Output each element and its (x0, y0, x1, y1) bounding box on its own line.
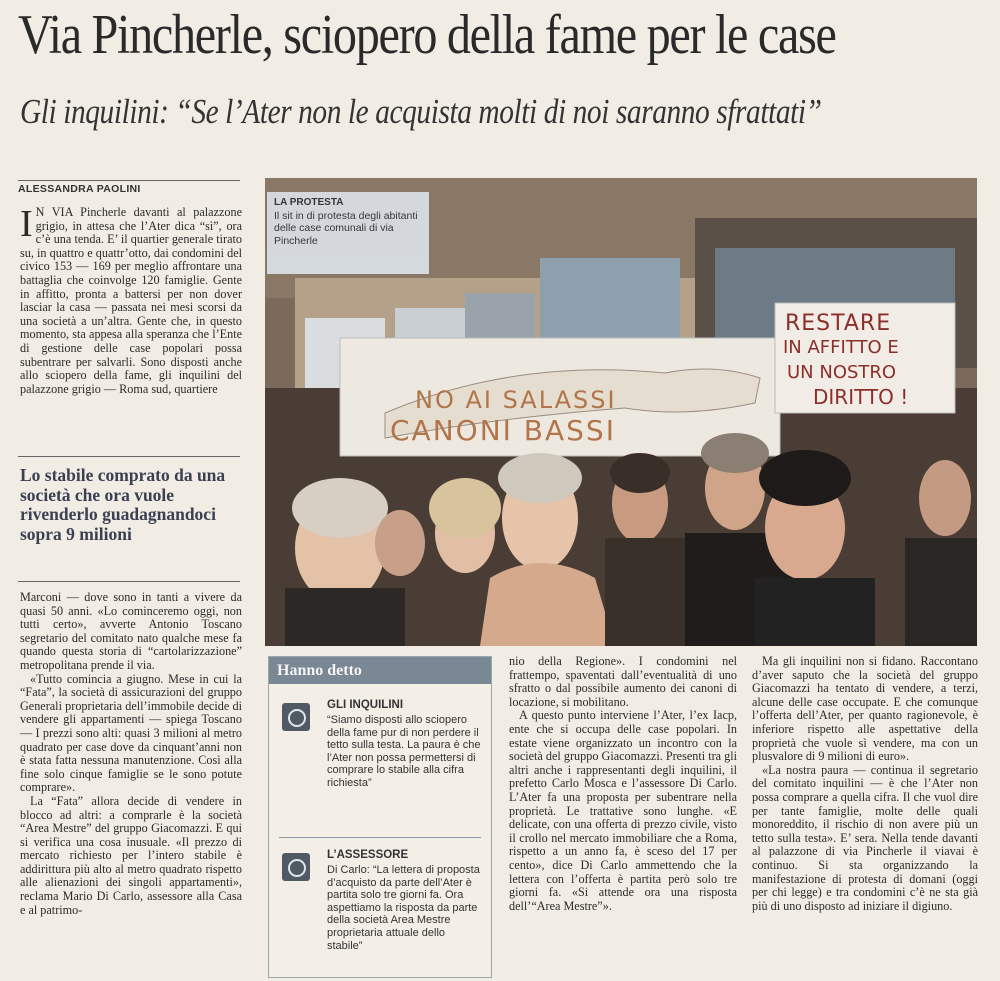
banner-2-line-1: RESTARE (785, 311, 892, 336)
quote-icon (282, 853, 310, 881)
quote-entry-text: Di Carlo: “La lettera di proposta d’acquisto da parte dell’Ater è partita solo tre giorni fa. Ora aspettiamo la risposta da parte della società Area Mestre proprietaria attuale dello stabile” (327, 864, 480, 952)
banner-2-line-3: UN NOSTRO (787, 362, 897, 383)
paragraph: A questo punto interviene l’Ater, l’ex Iacp, ente che si occupa delle case popolari. In estate viene organizzato un incontro con la società del gruppo Giacomazzi. Presenti tra gli altri anche i rappresentanti degli inquilini, il prefetto Carlo Mosca e l’assessore Di Carlo. L’Ater fa una proposta per subentrare nella proprietà. Le trattative sono lunghe. «E delicate, con una offerta di prezzo civile, visto il crollo nel mercato immobiliare che a Roma, rispetto a un anno fa, è sceso del 17 per cento», dice Di Carlo ammettendo che la lettera con l’offerta è partita però solo tre giorni fa. «Si attende ora una risposta dell’“Area Mestre”». (509, 708, 737, 913)
callout-rule-bottom (18, 581, 240, 582)
quotes-sidebar (268, 656, 492, 978)
article-column-1-top (20, 203, 242, 396)
article-column-1-bottom (20, 591, 242, 917)
paragraph: La “Fata” allora decide di vendere in blocco ad altri: a comprarle è la società “Area Mestre” del gruppo Giacomazzi. E qui si verifica una cosa inusuale. «Il prezzo di mercato richiesto per l’intero stabile è addirittura più alto al metro quadrato rispetto alle alienazioni dei singoli appartamenti», reclama Mario Di Carlo, assessore alla Casa e al patrimo- (20, 793, 242, 917)
photo-caption-text: Il sit in di protesta degli abitanti delle case comunali di via Pincherle (274, 209, 418, 247)
byline: ALESSANDRA PAOLINI (18, 183, 141, 195)
paragraph: nio della Regione». I condomini nel frattempo, spaventati dall’eventualità di uno sfratto o dal possibile aumento dei canoni di locazione, si mobilitano. (509, 654, 737, 709)
paragraph: «La nostra paura — continua il segretario del comitato inquilini — è che l’Ater non possa comprare a quella cifra. Il che vuol dire per tante famiglie, molte delle quali monoreddito, il rischio di non avere più un tetto sulla testa». E’ sera. Nella tende davanti al palazzone di via Pincherle il viavai è continuo. Si sta organizzando la manifestazione di protesta di domani (oggi per chi legge) e tra condomini c’è ne sta già più di uno disposto ad iniziare il digiuno. (752, 762, 978, 913)
quote-entry-title: GLI INQUILINI (327, 699, 404, 711)
pull-quote: Lo stabile comprato da una società che ora vuole rivenderlo guadagnandoci sopra 9 milioni (20, 465, 226, 544)
banner-2-line-2: IN AFFITTO E (783, 337, 899, 358)
callout-rule-top (18, 456, 240, 457)
lead-paragraph (20, 203, 242, 396)
subheadline: Gli inquilini: “Se l’Ater non le acquista molti di noi saranno sfrattati” (20, 92, 822, 131)
sidebar-divider (279, 837, 481, 838)
banner-1-line-1: NO AI SALASSI (415, 386, 617, 414)
paragraph: Marconi — dove sono in tanti a vivere da quasi 50 anni. «Lo cominceremo oggi, non tutti certo», avverte Antonio Toscano segretario del comitato nato qualche mese fa quando questa storia di “cartolarizzazione” metropolitana prende il via. (20, 590, 242, 672)
banner-2-line-4: DIRITTO ! (813, 385, 909, 409)
paragraph: Ma gli inquilini non si fidano. Raccontano d’aver saputo che la società del gruppo Giacomazzi ha tentato di vendere, a terzi, alcune delle case occupate. E che comunque l’offerta dell’Ater, per quanto ragionevole, è inferiore rispetto alle aspettative della proprietà che vuole sì vendere, ma con un plusvalore di 9 milioni di euro». (752, 654, 978, 764)
headline: Via Pincherle, sciopero della fame per le case (18, 4, 836, 66)
drop-cap: I (20, 203, 33, 245)
article-column-4 (752, 655, 978, 913)
quote-entry-title: L’ASSESSORE (327, 849, 409, 861)
byline-rule (18, 180, 240, 181)
paragraph: «Tutto comincia a giugno. Mese in cui la “Fata”, la società di assicurazioni del gruppo Generali proprietaria dell’immobile decide di vendere gli appartamenti — spiega Toscano — I prezzi sono alti: quasi 3 milioni al metro quadrato per case dove da cinquant’anni non è stata fatta nessuna manutenzione. Così alla fine solo cinque famiglie se le sono potute comprare». (20, 671, 242, 795)
quotes-sidebar-title: Hanno detto (269, 657, 491, 684)
photo-caption-title: LA PROTESTA (274, 197, 344, 208)
lead-paragraph-text: N VIA Pincherle davanti al palazzone grigio, in attesa che l’Ater dica “sì”, ora c’è una tenda. E’ il quartier generale tirato su, in quattro e quattr’otto, dai condomini del civico 153 — 169 per meglio affrontare una battaglia che coinvolge 120 famiglie. Gente in affitto, pronta a battersi per non dover lasciar la casa — passata nei mesi scorsi da una società a un’altra. Gente che, in questo momento, sta appesa alla speranza che l’Ente di gestione delle case popolari possa subentrare per salvarli. Sono disposti anche allo sciopero della fame, gli inquilini del palazzone grigio — Roma sud, quartiere (20, 205, 242, 396)
banner-1-line-2: CANONI BASSI (390, 414, 616, 447)
photo-caption (267, 192, 429, 274)
quote-icon (282, 703, 310, 731)
article-column-3 (509, 655, 737, 913)
quote-entry-text: “Siamo disposti allo sciopero della fame pur di non perdere il tetto sulla testa. La paura è che l’Ater non possa permettersi di comprare lo stabile alla cifra richiesta” (327, 714, 481, 789)
